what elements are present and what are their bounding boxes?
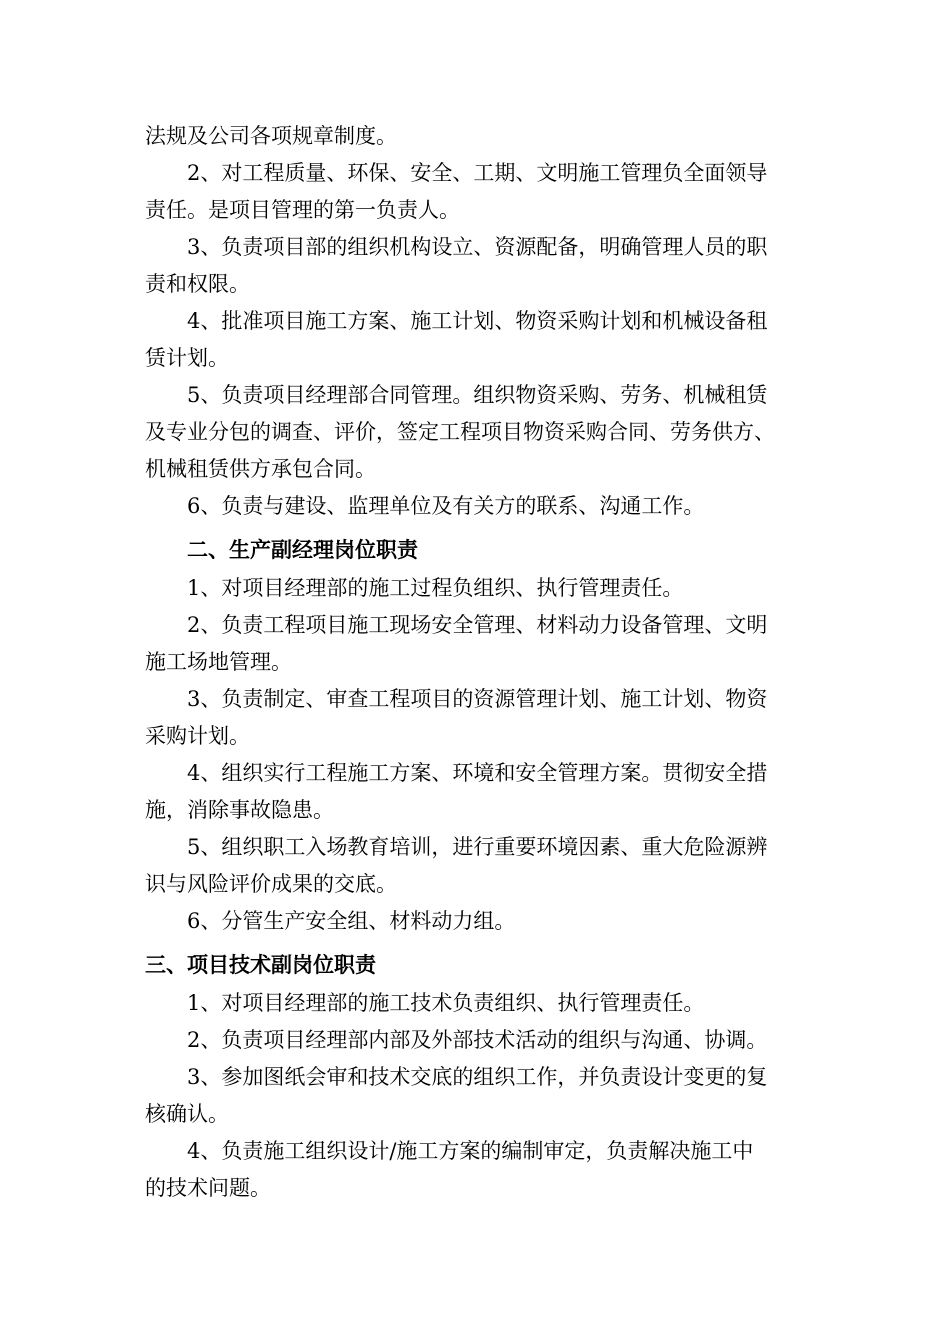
paragraph-line: 施工场地管理。 xyxy=(145,650,292,674)
paragraph-line: 1、对项目经理部的施工技术负责组织、执行管理责任。 xyxy=(187,991,705,1015)
paragraph-line: 3、负责制定、审查工程项目的资源管理计划、施工计划、物资 xyxy=(187,687,768,711)
paragraph-line: 1、对项目经理部的施工过程负组织、执行管理责任。 xyxy=(187,576,684,600)
paragraph-line: 赁计划。 xyxy=(145,346,229,370)
paragraph-line: 5、负责项目经理部合同管理。组织物资采购、劳务、机械租赁 xyxy=(187,383,768,407)
paragraph-line: 5、组织职工入场教育培训，进行重要环境因素、重大危险源辨 xyxy=(187,835,768,859)
paragraph-line: 识与风险评价成果的交底。 xyxy=(145,872,397,896)
paragraph-line: 4、负责施工组织设计/施工方案的编制审定，负责解决施工中 xyxy=(187,1139,754,1163)
paragraph-line: 6、负责与建设、监理单位及有关方的联系、沟通工作。 xyxy=(187,494,705,518)
paragraph-line: 及专业分包的调查、评价，签定工程项目物资采购合同、劳务供方、 xyxy=(145,420,775,444)
paragraph-line: 2、对工程质量、环保、安全、工期、文明施工管理负全面领导 xyxy=(187,161,768,185)
paragraph-line: 3、参加图纸会审和技术交底的组织工作，并负责设计变更的复 xyxy=(187,1065,768,1089)
paragraph-line: 责任。是项目管理的第一负责人。 xyxy=(145,198,460,222)
paragraph-line: 3、负责项目部的组织机构设立、资源配备，明确管理人员的职 xyxy=(187,235,768,259)
paragraph-line: 的技术问题。 xyxy=(145,1176,271,1200)
paragraph-line: 4、批准项目施工方案、施工计划、物资采购计划和机械设备租 xyxy=(187,309,768,333)
paragraph-line: 法规及公司各项规章制度。 xyxy=(145,124,397,148)
section-heading: 三、项目技术副岗位职责 xyxy=(145,953,376,977)
paragraph-line: 4、组织实行工程施工方案、环境和安全管理方案。贯彻安全措 xyxy=(187,761,768,785)
paragraph-line: 核确认。 xyxy=(145,1102,229,1126)
section-heading: 二、生产副经理岗位职责 xyxy=(187,538,418,562)
paragraph-line: 机械租赁供方承包合同。 xyxy=(145,457,376,481)
paragraph-line: 2、负责工程项目施工现场安全管理、材料动力设备管理、文明 xyxy=(187,613,768,637)
paragraph-line: 采购计划。 xyxy=(145,724,250,748)
paragraph-line: 6、分管生产安全组、材料动力组。 xyxy=(187,909,516,933)
paragraph-line: 责和权限。 xyxy=(145,272,250,296)
paragraph-line: 施，消除事故隐患。 xyxy=(145,798,334,822)
paragraph-line: 2、负责项目经理部内部及外部技术活动的组织与沟通、协调。 xyxy=(187,1028,768,1052)
document-body xyxy=(145,118,835,1207)
